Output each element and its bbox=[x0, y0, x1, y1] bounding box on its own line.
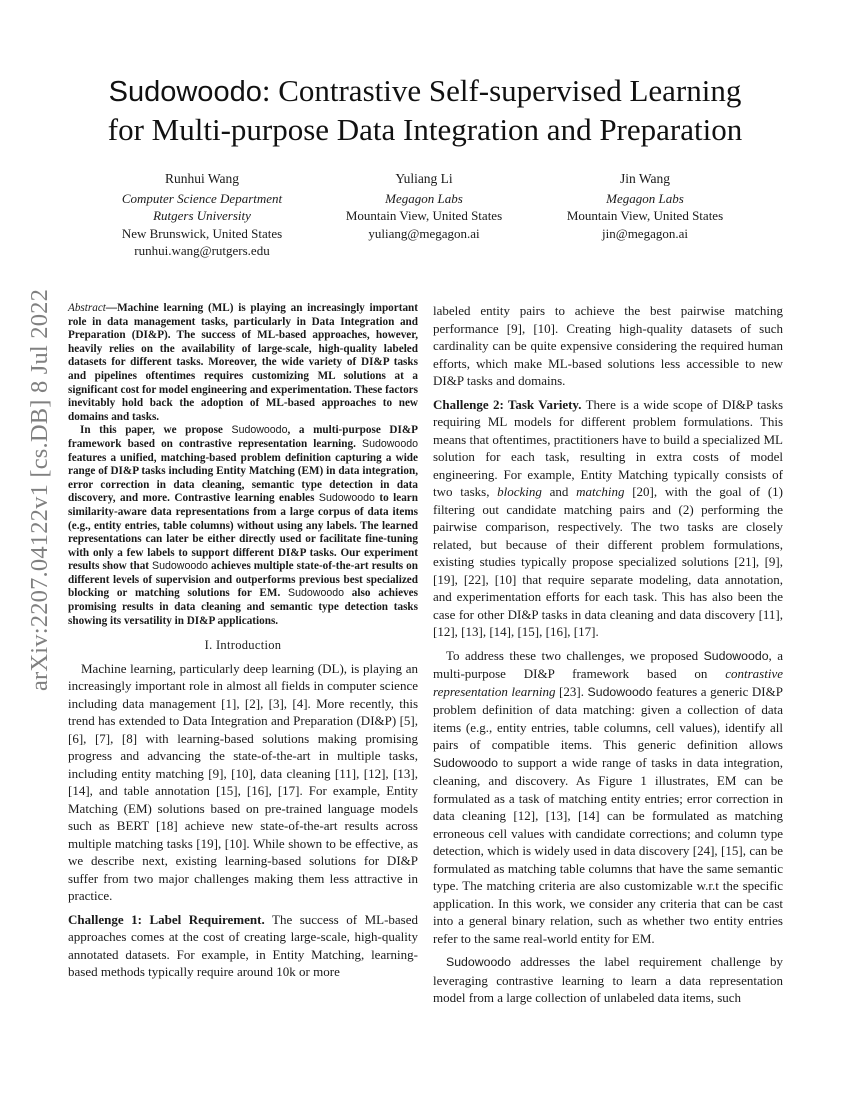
title-line1: : Contrastive Self-supervised Learning bbox=[261, 73, 742, 108]
system-name: Sudowoodo bbox=[433, 755, 498, 770]
arxiv-stamp-text: arXiv:2207.04122v1 [cs.DB] 8 Jul 2022 bbox=[26, 288, 53, 692]
system-name: Sudowoodo bbox=[318, 492, 375, 505]
challenge-2-label: Challenge 2: Task Variety. bbox=[433, 396, 582, 412]
label-challenge-paragraph: Sudowoodo addresses the label requirement challenge by leveraging contrastive learning to learn a data representation model from a large collection of unlabeled data items, such bbox=[433, 954, 783, 1005]
author-org: Megagon Labs bbox=[385, 190, 463, 206]
intro-body bbox=[68, 660, 418, 981]
paper-title bbox=[60, 72, 790, 149]
system-name: Sudowoodo bbox=[288, 587, 345, 600]
continued-paragraph: labeled entity pairs to achieve the best pairwise matching performance [9], [10]. Creating high-quality datasets of such cardinality can be quite expensive considering the required human efforts, which make ML-based solutions less accessible to new DI&P tasks and domains. bbox=[433, 303, 783, 388]
author-org: Megagon Labs bbox=[606, 190, 684, 206]
author-email: runhui.wang@rutgers.edu bbox=[134, 243, 270, 258]
author-block-3 bbox=[525, 170, 765, 242]
intro-paragraph-1: Machine learning, particularly deep learning (DL), is playing an increasingly important role in almost all fields in computer science including data management [1], [2], [3], [4]. More recently, this trend has extended to Data Integration and Preparation (DI&P) [5], [6], [7], [8] with learning-based solutions making promising progress and advancing the state-of-the-art in multiple tasks, including entity matching [9], [10], data cleaning [11], [12], [13], [14], and table annotation [15], [16], [17]. For example, Entity Matching (EM) solutions based on pre-trained language models such as BERT [18] achieve new state-of-the-art results across multiple matching tasks [19], [10]. While shown to be effective, as we describe next, existing learning-based solutions for DI&P suffer from two major challenges making them less attractive in practice. bbox=[68, 660, 418, 904]
author-name: Jin Wang bbox=[619, 171, 671, 186]
abstract-paragraph-1: Abstract—Machine learning (ML) is playing an increasingly important role in data management tasks, particularly in Data Integration and Preparation (DI&P). The success of ML-based approaches, however, heavily relies on the availability of large-scale, high-quality labeled datasets for different tasks. Moreover, the wide variety of DI&P tasks and pipelines oftentimes requires customizing ML solutions at a significant cost for model engineering and experimentation. These factors inevitably hold back the adoption of ML-based approaches to new domains and tasks. bbox=[68, 302, 418, 423]
system-name: Sudowoodo bbox=[703, 648, 769, 663]
system-name: Sudowoodo bbox=[446, 955, 511, 969]
author-location: Mountain View, United States bbox=[345, 208, 503, 223]
system-name: Sudowoodo bbox=[587, 684, 653, 699]
author-location: Mountain View, United States bbox=[566, 208, 724, 223]
author-org: Rutgers University bbox=[153, 208, 251, 223]
author-name: Yuliang Li bbox=[395, 171, 453, 186]
right-column bbox=[433, 302, 783, 1007]
author-block-1 bbox=[82, 170, 322, 260]
section-heading-introduction: I. Introduction bbox=[204, 638, 282, 653]
framework-paragraph: To address these two challenges, we proposed Sudowoodo, a multi-purpose DI&P framework based on contrastive representation learning [23]. Sudowoodo features a generic DI&P problem definition of data matching: given a collection of data items (e.g., entity entries, table columns, cell values), identify all pairs of compatible items. This generic definition allows Sudowoodo to support a wide range of tasks in data integration, cleaning, and discovery. As Figure 1 illustrates, EM can be formulated as a task of matching entity entries; error correction in data cleaning [12], [13], [14] can be formulated as matching erroneous cell values with candidate corrections; and column type detection, which is widely used in data discovery [24], [15], can be formulated as matching table columns that have the same semantic type. The matching criteria are also customizable w.r.t the specific application. In this work, we consider any criteria that can be cast into a general binary relation, such as whether two entity entries refer to the same real-world entity for EM. bbox=[433, 647, 783, 946]
title-line2: for Multi-purpose Data Integration and Preparation bbox=[107, 112, 743, 147]
author-email: yuliang@megagon.ai bbox=[368, 225, 480, 241]
challenge-1-label: Challenge 1: Label Requirement. bbox=[68, 911, 265, 927]
challenge-1-paragraph: Challenge 1: Label Requirement. The success of ML-based approaches comes at the cost of creating large-scale, high-quality annotated datasets. For example, in Entity Matching, learning-based methods typically require around 10k or more bbox=[68, 911, 418, 980]
system-name: Sudowoodo bbox=[362, 437, 418, 450]
system-name: Sudowoodo bbox=[231, 424, 288, 437]
system-name: Sudowoodo bbox=[152, 560, 209, 573]
title-system-name: Sudowoodo bbox=[108, 76, 262, 108]
author-block-2 bbox=[304, 170, 544, 242]
left-column bbox=[68, 302, 418, 981]
author-dept: Computer Science Department bbox=[121, 190, 283, 206]
abstract bbox=[68, 302, 418, 628]
abstract-label: Abstract bbox=[68, 302, 106, 314]
author-location: New Brunswick, United States bbox=[121, 225, 283, 241]
author-name: Runhui Wang bbox=[164, 171, 240, 186]
arxiv-stamp bbox=[20, 288, 60, 692]
abstract-paragraph-2: In this paper, we propose Sudowoodo, a multi-purpose DI&P framework based on contrastive representation learning. Sudowoodo features a unified, matching-based problem definition capturing a wide range of DI&P tasks including Entity Matching (EM) in data integration, error correction in data cleaning, semantic type detection in data discovery, and more. Contrastive learning enables Sudowoodo to learn similarity-aware data representations from a large corpus of data items (e.g., entity entries, table columns) without using any labels. The learned representations can later be either directly used or facilitate fine-tuning with only a few labels to support different DI&P tasks. Our experiment results show that Sudowoodo achieves multiple state-of-the-art results on different levels of supervision and outperforms previous best specialized blocking or matching solutions for EM. Sudowoodo also achieves promising results in data cleaning and semantic type detection tasks showing its versatility in DI&P applications. bbox=[68, 424, 419, 627]
challenge-2-paragraph: Challenge 2: Task Variety. There is a wide scope of DI&P tasks requiring ML models for different problem formulations. This means that oftentimes, practitioners have to build a specialized ML solution for each task, resulting in extra costs of model engineering. For example, Entity Matching typically consists of two tasks, blocking and matching [20], with the goal of (1) filtering out candidate matching pairs and (2) performing the pairwise comparison, respectively. The two tasks are closely related, but because of their different problem formulations, existing studies typically propose specialized solutions [21], [9], [19], [22], [10] that require separate modeling, data annotation, and experimentation efforts for each task. This has also been the case for other DI&P tasks in data cleaning and data discovery [11], [12], [13], [14], [15], [16], [17]. bbox=[433, 396, 784, 639]
author-email: jin@megagon.ai bbox=[602, 225, 688, 241]
